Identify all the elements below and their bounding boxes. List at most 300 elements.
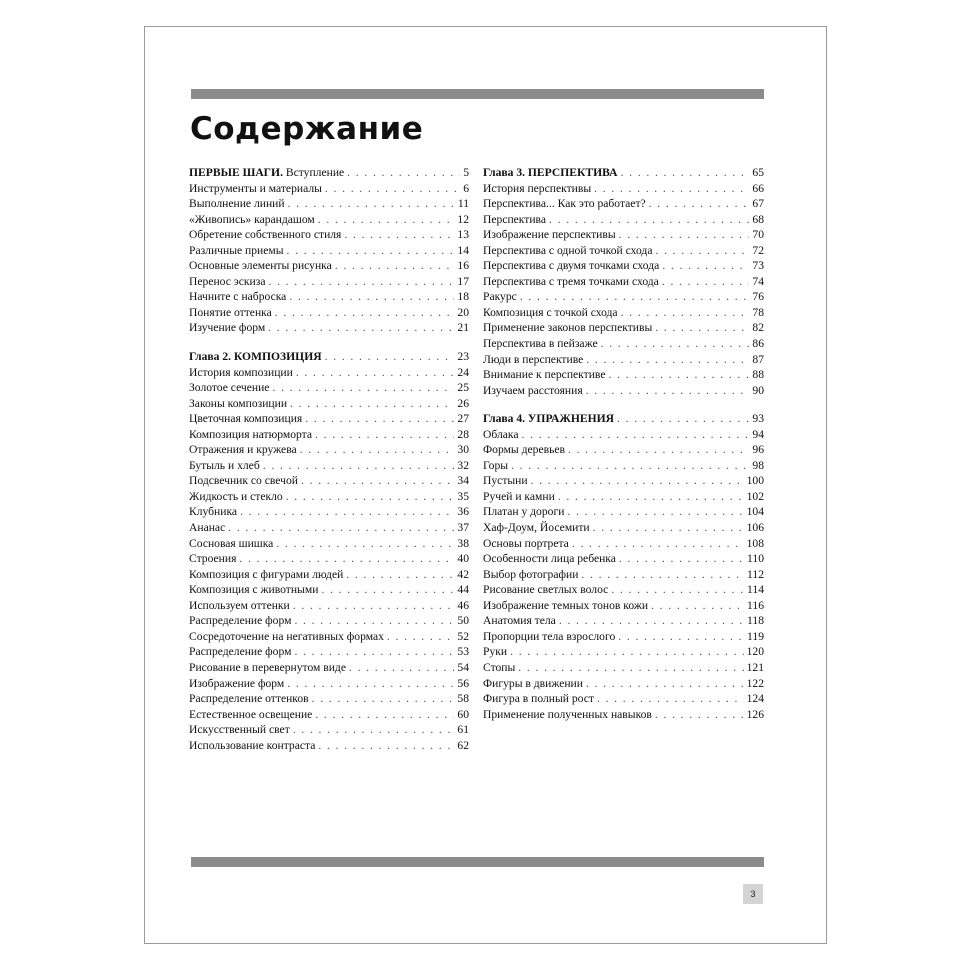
toc-entry-title <box>189 166 344 179</box>
toc-entry <box>483 353 764 369</box>
toc-entry-title <box>189 290 286 303</box>
toc-entry-title <box>483 552 616 565</box>
toc-entry-title <box>483 692 594 705</box>
toc-entry-title <box>189 366 293 379</box>
toc-entry-title <box>483 630 615 643</box>
toc-entry-title <box>483 677 583 690</box>
toc-entry-text: Золотое сечение <box>189 381 270 395</box>
toc-entry <box>189 474 469 490</box>
toc-entry <box>483 244 764 260</box>
toc-page-number: 58 <box>457 692 469 706</box>
toc-chapter-heading <box>189 350 469 366</box>
toc-entry-title <box>483 337 598 350</box>
dot-leader <box>289 290 454 303</box>
toc-entry-title <box>189 197 285 210</box>
toc-entry-text: Облака <box>483 427 519 441</box>
dot-leader <box>294 645 454 658</box>
toc-entry <box>483 228 764 244</box>
toc-entry-text: Основные элементы рисунка <box>189 259 332 273</box>
dot-leader <box>558 490 744 503</box>
toc-entry <box>189 443 469 459</box>
toc-entry-text: Горы <box>483 458 509 472</box>
toc-entry-text: Выбор фотографии <box>483 567 579 581</box>
dot-leader <box>276 537 454 550</box>
toc-entry-title <box>189 428 312 441</box>
toc-page-number: 118 <box>747 614 764 628</box>
toc-entry <box>483 197 764 213</box>
toc-chapter-title: Глава 4. УПРАЖНЕНИЯ <box>483 412 615 426</box>
toc-page-number: 37 <box>457 521 469 535</box>
toc-entry <box>189 290 469 306</box>
toc-entry-text: История перспективы <box>483 181 592 195</box>
dot-leader <box>239 552 454 565</box>
toc-entry-text: Естественное освещение <box>189 707 313 721</box>
toc-entry <box>189 321 469 337</box>
toc-entry <box>189 692 469 708</box>
toc-entry <box>189 412 469 428</box>
toc-page-number: 28 <box>457 427 469 441</box>
dot-leader <box>608 368 749 381</box>
toc-entry-title <box>483 166 618 179</box>
dot-leader <box>655 244 749 257</box>
dot-leader <box>617 412 749 425</box>
dot-leader <box>275 306 455 319</box>
toc-entry <box>189 723 469 739</box>
toc-entry <box>189 537 469 553</box>
dot-leader <box>594 182 749 195</box>
toc-entry <box>189 459 469 475</box>
toc-entry-title <box>483 321 652 334</box>
toc-page-number: 23 <box>457 350 469 364</box>
dot-leader <box>287 244 455 257</box>
dot-leader <box>293 599 455 612</box>
toc-page-number: 40 <box>457 552 469 566</box>
toc-entry-text: Строения <box>189 552 237 566</box>
toc-entry-text: «Живопись» карандашом <box>189 212 315 226</box>
toc-page-number: 122 <box>746 676 764 690</box>
toc-chapter-title: Глава 2. КОМПОЗИЦИЯ <box>189 350 322 364</box>
toc-entry-title <box>189 443 297 456</box>
toc-entry-title <box>483 443 565 456</box>
toc-entry <box>483 505 764 521</box>
toc-entry <box>189 599 469 615</box>
dot-leader <box>611 583 744 596</box>
toc-page-number: 27 <box>457 412 469 426</box>
dot-leader <box>549 213 749 226</box>
toc-entry-text: Фигуры в движении <box>483 676 583 690</box>
dot-leader <box>621 306 750 319</box>
dot-leader <box>294 614 454 627</box>
dot-leader <box>312 692 455 705</box>
dot-leader <box>349 661 454 674</box>
toc-page-number: 52 <box>457 629 469 643</box>
toc-entry-text: Основы портрета <box>483 536 569 550</box>
dot-leader <box>649 197 750 210</box>
toc-entry <box>483 630 764 646</box>
toc-page-number: 70 <box>752 228 764 242</box>
toc-entry <box>189 552 469 568</box>
toc-entry-text: Изучаем расстояния <box>483 383 583 397</box>
dot-leader <box>318 213 455 226</box>
dot-leader <box>305 412 454 425</box>
bottom-divider-bar <box>191 857 764 867</box>
dot-leader <box>586 677 744 690</box>
toc-page-number: 54 <box>457 660 469 674</box>
toc-entry-title <box>483 490 555 503</box>
toc-page-number: 6 <box>463 181 469 195</box>
toc-page-number: 78 <box>752 305 764 319</box>
toc-entry-title <box>189 490 283 503</box>
toc-entry-text: Особенности лица ребенка <box>483 552 616 566</box>
toc-entry-title <box>189 708 312 721</box>
toc-entry-title <box>483 661 515 674</box>
toc-entry <box>483 182 764 198</box>
toc-entry-title <box>189 630 384 643</box>
toc-entry-title <box>189 244 284 257</box>
toc-entry-text: Начните с наброска <box>189 290 287 304</box>
page-number: 3 <box>743 884 763 904</box>
dot-leader <box>586 353 749 366</box>
dot-leader <box>296 366 455 379</box>
toc-page-number: 12 <box>457 212 469 226</box>
toc-entry <box>189 306 469 322</box>
toc-page-number: 121 <box>746 660 764 674</box>
toc-entry-title <box>483 290 517 303</box>
dot-leader <box>581 568 744 581</box>
toc-entry <box>189 521 469 537</box>
toc-entry-text: Сосредоточение на негативных формах <box>189 629 384 643</box>
toc-entry-title <box>483 228 616 241</box>
toc-entry-title <box>189 723 290 736</box>
toc-entry-text: Выполнение линий <box>189 197 285 211</box>
toc-entry <box>483 490 764 506</box>
toc-entry <box>189 490 469 506</box>
toc-entry-title <box>189 583 318 596</box>
toc-entry-title <box>483 459 508 472</box>
toc-entry-title <box>483 275 659 288</box>
toc-entry-title <box>483 384 583 397</box>
toc-entry-text: Распределение оттенков <box>189 692 309 706</box>
toc-entry <box>189 677 469 693</box>
toc-page-number: 65 <box>752 166 764 179</box>
toc-entry-text: Композиция с животными <box>189 583 319 597</box>
toc-page-number: 106 <box>746 521 764 535</box>
toc-entry-title <box>483 474 528 487</box>
dot-leader <box>268 275 454 288</box>
toc-entry <box>483 583 764 599</box>
dot-leader <box>288 197 455 210</box>
toc-entry <box>483 443 764 459</box>
toc-entry <box>483 614 764 630</box>
toc-page-number: 126 <box>746 707 764 721</box>
toc-entry-text: Использование контраста <box>189 738 316 752</box>
toc-entry-text: Рисование светлых волос <box>483 583 609 597</box>
toc-entry <box>483 708 764 724</box>
dot-leader <box>346 568 454 581</box>
toc-entry-title <box>483 182 591 195</box>
toc-entry-text: Ананас <box>189 521 226 535</box>
dot-leader <box>300 443 455 456</box>
toc-entry-title <box>483 353 583 366</box>
toc-page-number: 100 <box>746 474 764 488</box>
toc-entry-text: Изображение форм <box>189 676 285 690</box>
toc-page-number: 60 <box>457 707 469 721</box>
toc-entry-text: Изображение темных тонов кожи <box>483 598 649 612</box>
toc-page-number: 93 <box>752 412 764 426</box>
toc-entry <box>483 537 764 553</box>
toc-entry <box>483 384 764 400</box>
toc-entry-text: Рисование в перевернутом виде <box>189 660 346 674</box>
toc-entry-text: Жидкость и стекло <box>189 489 283 503</box>
toc-page-number: 112 <box>747 567 764 581</box>
toc-entry-title <box>189 599 290 612</box>
toc-entry-title <box>483 368 605 381</box>
toc-page-number: 16 <box>457 259 469 273</box>
dot-leader <box>662 259 749 272</box>
dot-leader <box>240 505 454 518</box>
dot-leader <box>597 692 744 705</box>
toc-entry-title <box>483 708 652 721</box>
toc-page-number: 14 <box>457 243 469 257</box>
dot-leader <box>510 645 744 658</box>
toc-page-number: 26 <box>457 396 469 410</box>
toc-entry-text: Бутыль и хлеб <box>189 458 260 472</box>
toc-page-number: 74 <box>752 274 764 288</box>
toc-page-number: 94 <box>752 427 764 441</box>
toc-chapter-title: Глава 3. ПЕРСПЕКТИВА <box>483 166 618 179</box>
toc-page-number: 88 <box>752 368 764 382</box>
toc-entry <box>483 306 764 322</box>
toc-entry-text: Пустыни <box>483 474 528 488</box>
toc-entry-text: Перспектива с двумя точками схода <box>483 259 660 273</box>
toc-page-number: 104 <box>746 505 764 519</box>
toc-entry-text: Перспектива... Как это работает? <box>483 197 646 211</box>
toc-entry <box>189 182 469 198</box>
toc-entry <box>189 244 469 260</box>
toc-entry-text: Платан у дороги <box>483 505 565 519</box>
toc-entry-text: Пропорции тела взрослого <box>483 629 616 643</box>
toc-entry <box>483 599 764 615</box>
toc-entry-title <box>483 645 507 658</box>
toc-page-number: 110 <box>747 552 764 566</box>
toc-entry-text: Понятие оттенка <box>189 305 272 319</box>
toc-entry-text: Стопы <box>483 660 516 674</box>
dot-leader <box>325 182 460 195</box>
toc-entry <box>189 630 469 646</box>
toc-page-number: 32 <box>457 458 469 472</box>
dot-leader <box>593 521 744 534</box>
toc-entry-title <box>189 381 269 394</box>
dot-leader <box>325 350 455 363</box>
top-divider-bar <box>191 89 764 99</box>
toc-page-number: 36 <box>457 505 469 519</box>
toc-entry-title <box>483 568 578 581</box>
toc-entry-title <box>189 259 332 272</box>
dot-leader <box>619 552 744 565</box>
toc-entry-text: Перспектива с тремя точками схода <box>483 274 659 288</box>
toc-entry-title <box>483 537 569 550</box>
toc-entry-title <box>189 692 309 705</box>
toc-entry-text: Формы деревьев <box>483 443 565 457</box>
toc-entry-text: Цветочная композиция <box>189 412 303 426</box>
toc-page-number: 13 <box>457 228 469 242</box>
toc-entry <box>483 459 764 475</box>
toc-page-number: 46 <box>457 598 469 612</box>
toc-entry <box>189 428 469 444</box>
toc-entry-title <box>483 428 519 441</box>
toc-entry <box>483 521 764 537</box>
toc-entry-text: Применение полученных навыков <box>483 707 652 721</box>
toc-page-number: 119 <box>747 629 764 643</box>
toc-entry-title <box>189 182 322 195</box>
toc-entry <box>483 552 764 568</box>
toc-entry-title <box>189 474 298 487</box>
toc-entry-text: Перспектива с одной точкой схода <box>483 243 653 257</box>
toc-entry-text: Перспектива в пейзаже <box>483 337 598 351</box>
toc-entry-title <box>483 505 564 518</box>
toc-entry-title <box>189 537 273 550</box>
dot-leader <box>287 677 454 690</box>
toc-entry-title <box>189 213 315 226</box>
toc-entry-title <box>189 552 236 565</box>
toc-entry-title <box>483 599 648 612</box>
dot-leader <box>651 599 744 612</box>
toc-entry <box>189 505 469 521</box>
toc-entry-title <box>189 397 287 410</box>
toc-page-number: 73 <box>752 259 764 273</box>
toc-entry-text: Изображение перспективы <box>483 228 616 242</box>
toc-entry-text: Ручей и камни <box>483 489 555 503</box>
dot-leader <box>518 661 743 674</box>
toc-page-number: 25 <box>457 381 469 395</box>
dot-leader <box>601 337 750 350</box>
toc-entry-text: История композиции <box>189 365 293 379</box>
toc-entry-text: Руки <box>483 645 508 659</box>
toc-page-number: 21 <box>457 321 469 335</box>
toc-entry <box>483 321 764 337</box>
toc-entry <box>483 368 764 384</box>
toc-entry-title <box>483 306 618 319</box>
toc-entry-text: Фигура в полный рост <box>483 692 594 706</box>
toc-page-number: 61 <box>457 723 469 737</box>
toc-entry-title <box>189 677 284 690</box>
toc-page-number: 72 <box>752 243 764 257</box>
dot-leader <box>572 537 744 550</box>
dot-leader <box>568 443 749 456</box>
toc-page-number: 38 <box>457 536 469 550</box>
toc-entry-title <box>189 645 291 658</box>
toc-entry-title <box>189 521 225 534</box>
toc-entry <box>189 228 469 244</box>
toc-page-number: 53 <box>457 645 469 659</box>
toc-entry-title <box>189 568 343 581</box>
toc-entry <box>189 614 469 630</box>
toc-entry-title <box>189 459 260 472</box>
toc-page-number: 17 <box>457 274 469 288</box>
toc-page-number: 116 <box>747 598 764 612</box>
dot-leader <box>301 474 454 487</box>
toc-entry-text: Подсвечник со свечой <box>189 474 298 488</box>
dot-leader <box>586 384 750 397</box>
toc-entry <box>483 568 764 584</box>
toc-page-number: 24 <box>457 365 469 379</box>
toc-entry <box>483 275 764 291</box>
dot-leader <box>618 630 744 643</box>
toc-page-number: 87 <box>752 352 764 366</box>
dot-leader <box>293 723 455 736</box>
toc-page-number: 86 <box>752 337 764 351</box>
toc-entry-text: Композиция с точкой схода <box>483 305 618 319</box>
toc-entry-title <box>483 614 556 627</box>
toc-entry <box>483 645 764 661</box>
toc-page-number: 35 <box>457 489 469 503</box>
toc-page-number: 96 <box>752 443 764 457</box>
dot-leader <box>619 228 750 241</box>
dot-leader <box>315 708 454 721</box>
toc-entry-text: Распределение форм <box>189 614 292 628</box>
toc-entry <box>189 366 469 382</box>
dot-leader <box>318 739 454 752</box>
dot-leader <box>655 708 744 721</box>
dot-leader <box>531 474 744 487</box>
toc-entry-text: Анатомия тела <box>483 614 556 628</box>
toc-entry-title <box>483 412 614 425</box>
toc-entry-text: Отражения и кружева <box>189 443 297 457</box>
dot-leader <box>290 397 454 410</box>
toc-entry-text: Сосновая шишка <box>189 536 274 550</box>
toc-entry-text: Законы композиции <box>189 396 288 410</box>
toc-entry <box>483 213 764 229</box>
toc-chapter-title: ПЕРВЫЕ ШАГИ. <box>189 166 286 179</box>
toc-entry <box>189 381 469 397</box>
toc-entry-title <box>483 213 546 226</box>
toc-entry-text: Инструменты и материалы <box>189 181 322 195</box>
toc-entry-text: Хаф-Доум, Йосемити <box>483 521 590 535</box>
toc-entry <box>189 568 469 584</box>
toc-entry-title <box>189 661 346 674</box>
dot-leader <box>655 321 749 334</box>
toc-chapter-heading <box>189 166 469 182</box>
toc-entry <box>189 275 469 291</box>
toc-entry-text: Перенос эскиза <box>189 274 266 288</box>
toc-entry-text: Композиция натюрморта <box>189 427 313 441</box>
dot-leader <box>662 275 750 288</box>
toc-entry-text: Обретение собственного стиля <box>189 228 342 242</box>
toc-entry-text: Используем оттенки <box>189 598 290 612</box>
toc-entry-text: Искусственный свет <box>189 723 290 737</box>
dot-leader <box>621 166 750 179</box>
dot-leader <box>522 428 750 441</box>
toc-entry-title <box>189 275 265 288</box>
toc-entry-text: Применение законов перспективы <box>483 321 653 335</box>
toc-page-number: 20 <box>457 305 469 319</box>
toc-entry-title <box>189 306 272 319</box>
toc-entry <box>189 397 469 413</box>
toc-page-number: 98 <box>752 458 764 472</box>
toc-entry-title <box>189 505 237 518</box>
toc-entry-title <box>483 197 646 210</box>
toc-page-number: 108 <box>746 536 764 550</box>
toc-entry <box>483 337 764 353</box>
toc-entry <box>189 645 469 661</box>
toc-entry-text: Вступление <box>285 166 345 179</box>
toc-page-number: 30 <box>457 443 469 457</box>
toc-entry-title <box>189 228 341 241</box>
toc-entry-title <box>189 614 291 627</box>
toc-entry-title <box>189 321 265 334</box>
toc-entry-title <box>189 412 302 425</box>
toc-entry-text: Ракурс <box>483 290 517 304</box>
